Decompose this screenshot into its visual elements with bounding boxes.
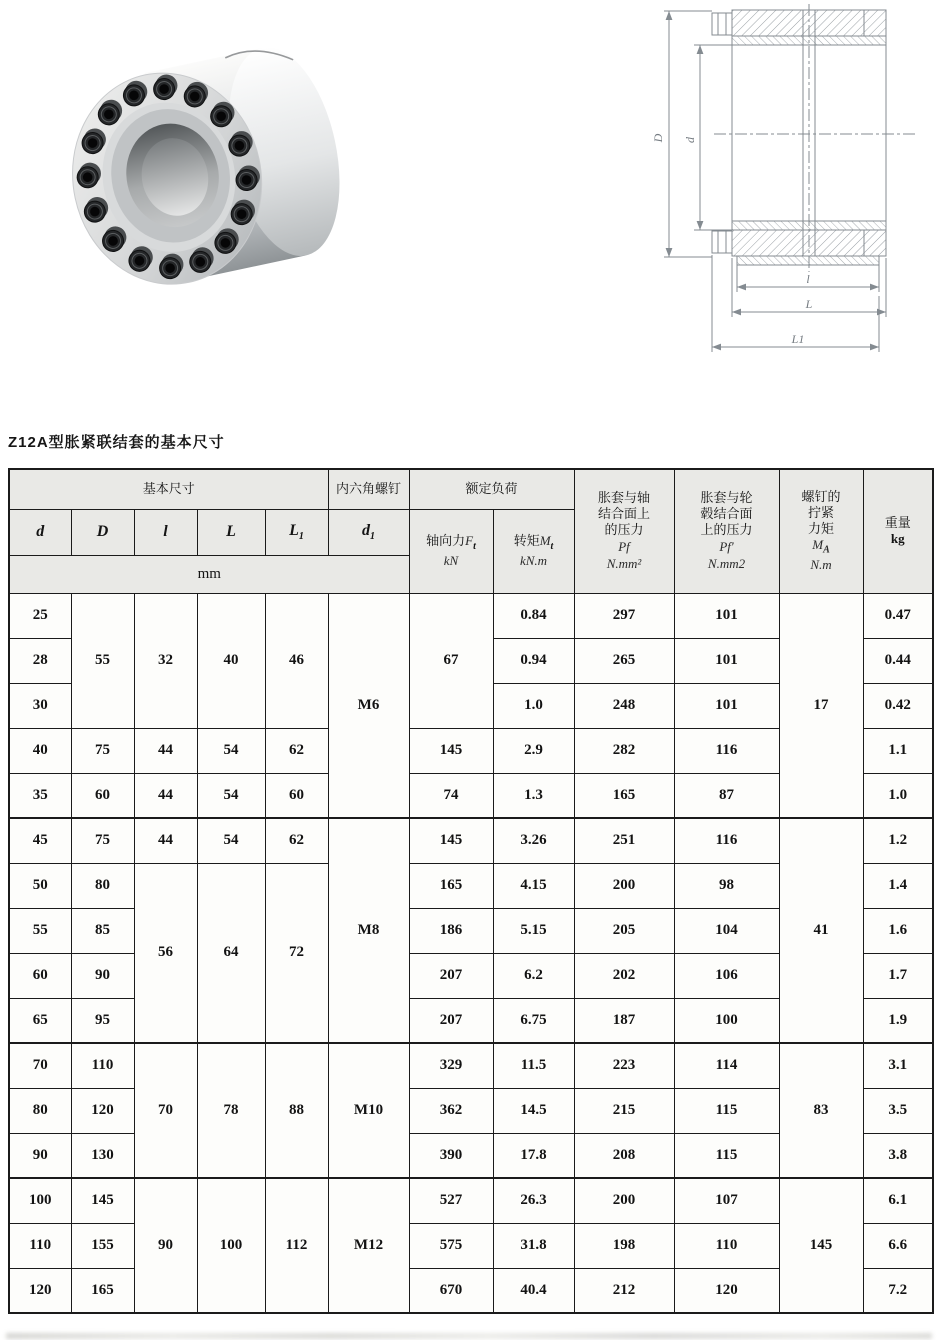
table-row [9,1178,933,1223]
table-cell: 44 [134,728,197,773]
table-cell: 248 [574,683,674,728]
pf-line3: 的压力 [604,522,644,538]
table-cell: 85 [71,908,134,953]
table-cell: 145 [409,728,493,773]
dim-label-d: d [683,137,697,143]
table-cell: 98 [674,863,779,908]
table-cell: 31.8 [493,1223,574,1268]
table-cell: 44 [134,818,197,863]
table-cell: 207 [409,953,493,998]
page-title: Z12A型胀紧联结套的基本尺寸 [8,434,225,451]
ma-line2: 拧紧 [808,504,835,520]
table-cell: 165 [574,773,674,818]
header-tightening-torque [779,469,863,593]
table-cell: 1.2 [863,818,933,863]
table-cell: 215 [574,1088,674,1133]
table-cell: 46 [265,593,328,728]
col-header-D: D [71,509,134,555]
table-cell: 200 [574,1178,674,1223]
table-cell: 44 [134,773,197,818]
table-cell: 62 [265,818,328,863]
table-cell: 64 [197,863,265,1043]
table-cell: 80 [9,1088,71,1133]
table-cell: 265 [574,638,674,683]
pf-line1: 胀套与轴 [598,489,651,505]
table-cell: 40.4 [493,1268,574,1313]
table-cell: 0.47 [863,593,933,638]
table-cell: 54 [197,728,265,773]
table-cell: 70 [9,1043,71,1088]
table-cell: 1.0 [493,683,574,728]
table-cell: 107 [674,1178,779,1223]
table-row [9,818,933,863]
table-cell: 165 [409,863,493,908]
table-cell: 14.5 [493,1088,574,1133]
table-cell: 50 [9,863,71,908]
table-cell: 62 [265,728,328,773]
pfh-line2: 毂结合面 [700,506,753,522]
table-cell: 67 [409,593,493,728]
ma-symbol-sub: A [823,544,830,556]
weight-unit: kg [890,530,905,546]
table-cell: 55 [71,593,134,728]
table-cell: 0.84 [493,593,574,638]
table-cell: 110 [71,1043,134,1088]
table-cell: 1.6 [863,908,933,953]
table-cell: M6 [328,593,409,818]
pf-symbol: Pf [618,538,630,554]
table-cell: 120 [71,1088,134,1133]
col-header-axial-force: 轴向力$F_t$ kN [409,509,493,593]
table-cell: 205 [574,908,674,953]
table-cell: 0.42 [863,683,933,728]
table-cell: 17 [779,593,863,818]
table-cell: 1.7 [863,953,933,998]
table-cell: 297 [574,593,674,638]
table-cell: 11.5 [493,1043,574,1088]
drawing-lines [664,4,918,352]
table-cell: 5.15 [493,908,574,953]
spec-table-body [9,593,933,1313]
table-cell: 110 [9,1223,71,1268]
table-cell: M8 [328,818,409,1043]
table-cell: 32 [134,593,197,728]
table-cell: 101 [674,638,779,683]
table-cell: 3.5 [863,1088,933,1133]
table-cell: 4.15 [493,863,574,908]
header-pf-shaft [574,469,674,593]
table-cell: 3.26 [493,818,574,863]
pfh-line1: 胀套与轮 [700,489,753,505]
dim-label-l: l [806,272,810,286]
table-cell: 390 [409,1133,493,1178]
product-photo [48,20,352,320]
col-header-L: L [197,509,265,555]
table-cell: 17.8 [493,1133,574,1178]
table-cell: 78 [197,1043,265,1178]
table-cell: 670 [409,1268,493,1313]
table-cell: M12 [328,1178,409,1313]
table-cell: 0.44 [863,638,933,683]
weight-label: 重量 [884,514,911,530]
dim-label-L: L [805,297,813,311]
table-cell: 575 [409,1223,493,1268]
table-cell: 72 [265,863,328,1043]
table-cell: 116 [674,728,779,773]
inner-sleeve-top [732,36,886,45]
table-row [9,593,933,638]
col-header-l: l [134,509,197,555]
table-cell: 282 [574,728,674,773]
table-cell: 6.1 [863,1178,933,1223]
mm-unit-cell: mm [9,555,409,593]
table-cell: 54 [197,818,265,863]
table-cell: 70 [134,1043,197,1178]
col-header-L1: $L_1$ [265,509,328,555]
table-cell: 95 [71,998,134,1043]
table-cell: 88 [265,1043,328,1178]
table-cell: 35 [9,773,71,818]
section-drawing-graphic [616,0,940,362]
pf-unit: N.mm² [606,555,642,571]
table-cell: 101 [674,683,779,728]
table-cell: 80 [71,863,134,908]
pfh-unit: N.mm2 [707,555,746,571]
table-cell: 187 [574,998,674,1043]
table-cell: 6.6 [863,1223,933,1268]
table-cell: 251 [574,818,674,863]
inner-sleeve-lip [737,256,879,265]
spec-table [8,468,934,1314]
table-cell: 100 [197,1178,265,1313]
table-cell: 54 [197,773,265,818]
inner-sleeve-bottom [732,221,886,230]
outer-sleeve-bottom [732,230,886,256]
table-cell: 7.2 [863,1268,933,1313]
table-cell: 101 [674,593,779,638]
table-cell: 90 [71,953,134,998]
table-cell: 40 [197,593,265,728]
col-header-d1: $d_1$ [328,509,409,555]
table-cell: 90 [9,1133,71,1178]
dim-label-L1: L1 [791,332,805,346]
table-cell: 1.9 [863,998,933,1043]
table-cell: 3.1 [863,1043,933,1088]
pf-line2: 结合面上 [598,506,651,522]
table-cell: 165 [71,1268,134,1313]
dim-label-D: D [651,133,665,143]
table-cell: 114 [674,1043,779,1088]
ma-unit: N.m [810,556,832,572]
table-cell: 155 [71,1223,134,1268]
outer-sleeve-top [732,10,886,36]
table-cell: 100 [674,998,779,1043]
table-cell: 1.3 [493,773,574,818]
header-rated-load: 额定负荷 [409,469,574,509]
table-cell: 3.8 [863,1133,933,1178]
table-cell: 104 [674,908,779,953]
cropped-bottom-row [6,1333,932,1339]
table-cell: 60 [9,953,71,998]
table-cell: 87 [674,773,779,818]
table-cell: 106 [674,953,779,998]
table-cell: 45 [9,818,71,863]
table-cell: 116 [674,818,779,863]
table-cell: M10 [328,1043,409,1178]
table-cell: 145 [409,818,493,863]
table-cell: 90 [134,1178,197,1313]
table-cell: 145 [779,1178,863,1313]
col-header-torque: 转矩$M_t$ kN.m [493,509,574,593]
header-basic-dims: 基本尺寸 [9,469,328,509]
pfh-line3: 上的压力 [700,522,753,538]
table-cell: 56 [134,863,197,1043]
table-cell: 145 [71,1178,134,1223]
table-cell: 130 [71,1133,134,1178]
table-cell: 362 [409,1088,493,1133]
table-cell: 186 [409,908,493,953]
table-cell: 60 [71,773,134,818]
table-cell: 41 [779,818,863,1043]
technical-drawing [616,0,940,362]
table-cell: 26.3 [493,1178,574,1223]
table-cell: 115 [674,1088,779,1133]
col-header-d: d [9,509,71,555]
table-cell: 200 [574,863,674,908]
header-pf-hub [674,469,779,593]
table-cell: 329 [409,1043,493,1088]
screw-head-bottom [712,231,732,253]
header-hex-screw: 内六角螺钉 [328,469,409,509]
table-cell: 198 [574,1223,674,1268]
table-cell: 110 [674,1223,779,1268]
coupling-photo-graphic [48,20,352,320]
table-cell: 60 [265,773,328,818]
table-cell: 212 [574,1268,674,1313]
table-cell: 527 [409,1178,493,1223]
table-cell: 112 [265,1178,328,1313]
table-cell: 202 [574,953,674,998]
table-cell: 120 [674,1268,779,1313]
table-cell: 55 [9,908,71,953]
table-cell: 100 [9,1178,71,1223]
coupling-assembly [53,37,352,302]
table-cell: 208 [574,1133,674,1178]
table-cell: 30 [9,683,71,728]
ma-line3: 力矩 [808,521,835,537]
table-cell: 28 [9,638,71,683]
table-cell: 65 [9,998,71,1043]
ma-line1: 螺钉的 [801,488,841,504]
ma-symbol: M [812,537,824,553]
table-cell: 83 [779,1043,863,1178]
table-cell: 1.4 [863,863,933,908]
table-row [9,1043,933,1088]
table-cell: 6.2 [493,953,574,998]
table-cell: 2.9 [493,728,574,773]
table-cell: 207 [409,998,493,1043]
screw-head-top [712,13,732,35]
table-cell: 0.94 [493,638,574,683]
table-cell: 1.1 [863,728,933,773]
table-cell: 223 [574,1043,674,1088]
table-cell: 74 [409,773,493,818]
table-cell: 75 [71,818,134,863]
table-cell: 120 [9,1268,71,1313]
table-cell: 1.0 [863,773,933,818]
table-cell: 75 [71,728,134,773]
pfh-symbol: Pf′ [719,538,734,554]
table-cell: 115 [674,1133,779,1178]
table-header [9,469,933,593]
table-cell: 6.75 [493,998,574,1043]
header-weight [863,469,933,593]
table-cell: 25 [9,593,71,638]
table-cell: 40 [9,728,71,773]
